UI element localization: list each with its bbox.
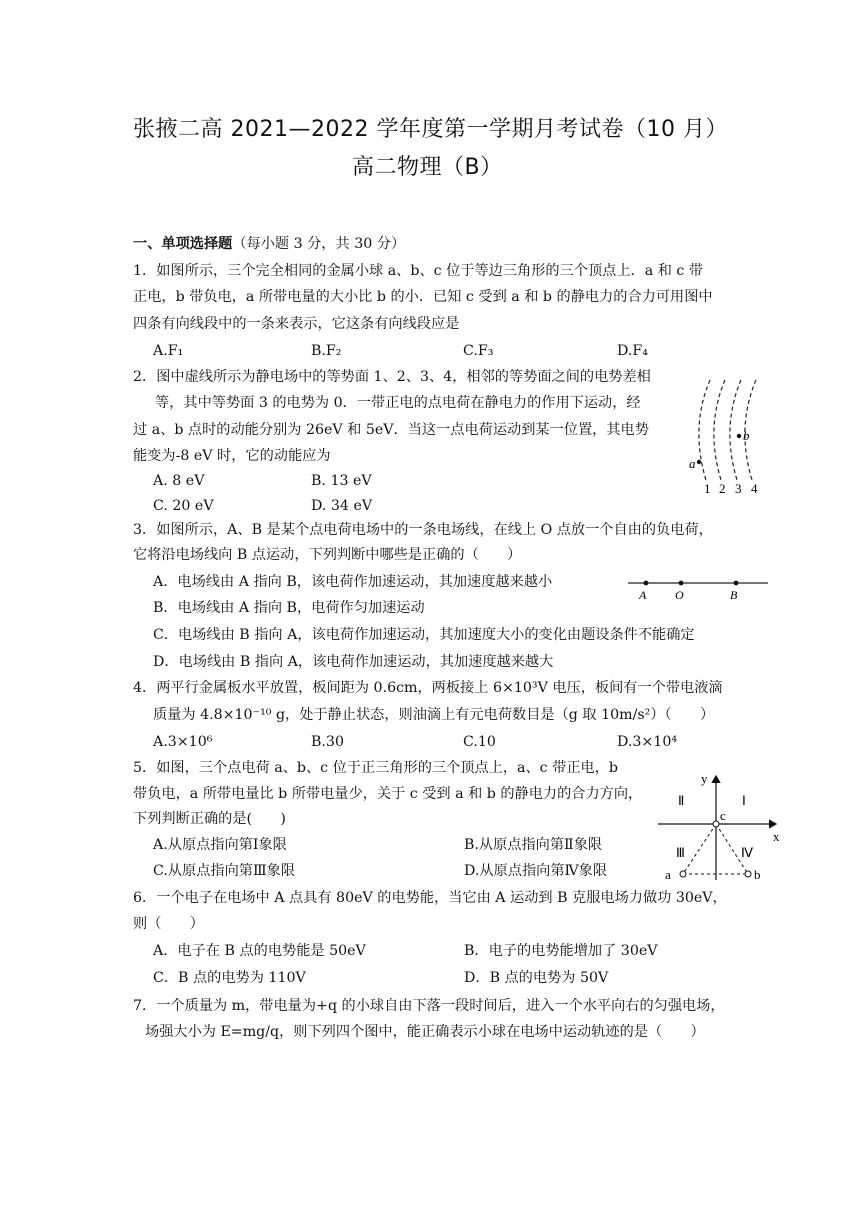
q1-option-c: C.F₃ [463,343,494,359]
page-title: 张掖二高 2021—2022 学年度第一学期月考试卷（10 月） [133,117,728,142]
q6-option-b: B．电子的电势能增加了 30eV [464,943,658,959]
q2-option-c: C. 20 eV [153,498,214,514]
q3-line-1: 3．如图所示，A、B 是某个点电荷电场中的一条电场线，在线上 O 点放一个自由的负电荷， [133,522,713,538]
q4-line-1: 4．两平行金属板水平放置，板间距为 0.6cm，两板接上 6×10³V 电压，板间有一个带电液滴 [133,680,723,696]
label-quadrant-1: Ⅰ [742,793,746,808]
q2-line-4: 能变为-8 eV 时，它的动能应为 [133,448,331,464]
q2-option-b: B. 13 eV [311,473,372,489]
label-2: 2 [719,481,726,496]
q6-line-2: 则（ ） [133,916,204,932]
q1-line-2: 正电，b 带负电，a 所带电量的大小比 b 的小．已知 c 受到 a 和 b 的静电力的合力可用图中 [133,289,713,305]
label-b2: b [754,867,761,882]
q4-option-b: B.30 [311,734,344,750]
q6-option-c: C．B 点的电势为 110V [153,970,306,986]
q5-line-2: 带负电，a 所带电量比 b 所带电量少，关于 c 受到 a 和 b 的静电力的合力方向， [133,786,643,802]
q1-option-b: B.F₂ [311,343,342,359]
q3-option-d: D．电场线由 B 指向 A，该电荷作加速运动，其加速度越来越大 [153,654,554,670]
label-quadrant-4: Ⅳ [741,845,753,860]
q2-line-1: 2．图中虚线所示为静电场中的等势面 1、2、3、4，相邻的等势面之间的电势差相 [133,369,651,385]
q5-line-1: 5．如图，三个点电荷 a、b、c 位于正三角形的三个顶点上，a、c 带正电，b [133,760,618,776]
q5-line-3: 下列判断正确的是( ) [133,811,286,827]
q6-option-a: A．电子在 B 点的电势能是 50eV [153,943,366,959]
point-a [697,460,701,464]
q7-line-1: 7．一个质量为 m，带电量为+q 的小球自由下落一段时间后，进入一个水平向右的匀强电场， [133,998,725,1014]
equipotential-figure [680,372,770,498]
label-3: 3 [735,481,742,496]
section-title: 一、单项选择题 [133,236,233,252]
page-subtitle: 高二物理（B） [352,155,503,180]
label-x: x [773,829,780,844]
label-a: a [689,456,696,471]
q2-line-3: 过 a、b 点时的动能分别为 26eV 和 5eV．当这一点电荷运动到某一位置，其电势 [133,422,649,438]
section-heading [133,232,405,256]
q6-line-1: 6．一个电子在电场中 A 点具有 80eV 的电势能，当它由 A 运动到 B 克服电场力做功 30eV， [133,890,727,906]
label-quadrant-3: Ⅲ [676,845,685,860]
label-B: B [730,588,738,602]
section-note: （每小题 3 分，共 30 分） [232,236,406,252]
q2-option-a: A. 8 eV [153,473,205,489]
q1-option-a: A.F₁ [153,343,184,359]
q2-option-d: D. 34 eV [311,498,373,514]
q4-option-d: D.3×10⁴ [617,734,678,750]
q4-option-c: C.10 [463,734,496,750]
q4-option-a: A.3×10⁶ [153,734,213,750]
q4-line-2: 质量为 4.8×10⁻¹⁰ g，处于静止状态，则油滴上有元电荷数目是（g 取 10m/s²）（ ） [153,707,715,723]
label-y: y [701,771,708,786]
q7-line-2: 场强大小为 E=mg/q，则下列四个图中，能正确表示小球在电场中运动轨迹的是（ ） [145,1024,705,1040]
label-O: O [675,588,684,602]
q3-option-b: B．电场线由 A 指向 B，电荷作匀加速运动 [153,600,425,616]
q1-option-d: D.F₄ [617,343,648,359]
q5-option-a: A.从原点指向第Ⅰ象限 [153,837,287,853]
label-A: A [639,588,647,602]
q5-option-b: B.从原点指向第Ⅱ象限 [464,837,603,853]
q5-option-c: C.从原点指向第Ⅲ象限 [153,863,296,879]
label-quadrant-2: Ⅱ [678,793,685,808]
label-b: b [743,428,750,443]
q3-line-2: 它将沿电场线向 B 点运动，下列判断中哪些是正确的（ ） [133,547,522,563]
q2-line-2: 等，其中等势面 3 的电势为 0．一带正电的点电荷在静电力的作用下运动，经 [155,395,641,411]
q5-option-d: D.从原点指向第Ⅳ象限 [464,863,608,879]
q1-line-3: 四条有向线段中的一条来表示，它这条有向线段应是 [133,316,460,332]
label-1: 1 [704,481,711,496]
field-line-figure [624,572,772,602]
point-b [737,434,741,438]
q3-option-c: C．电场线由 B 指向 A，该电荷作加速运动，其加速度大小的变化由题设条件不能确定 [153,627,695,643]
label-c: c [720,808,726,823]
q3-option-a: A．电场线由 A 指向 B，该电荷作加速运动，其加速度越来越小 [153,574,553,590]
coordinate-figure [654,768,786,884]
label-4: 4 [751,481,758,496]
q6-option-d: D．B 点的电势为 50V [464,970,609,986]
label-a2: a [665,867,671,882]
q1-line-1: 1．如图所示，三个完全相同的金属小球 a、b、c 位于等边三角形的三个顶点上．a 和 c 带 [133,263,704,279]
